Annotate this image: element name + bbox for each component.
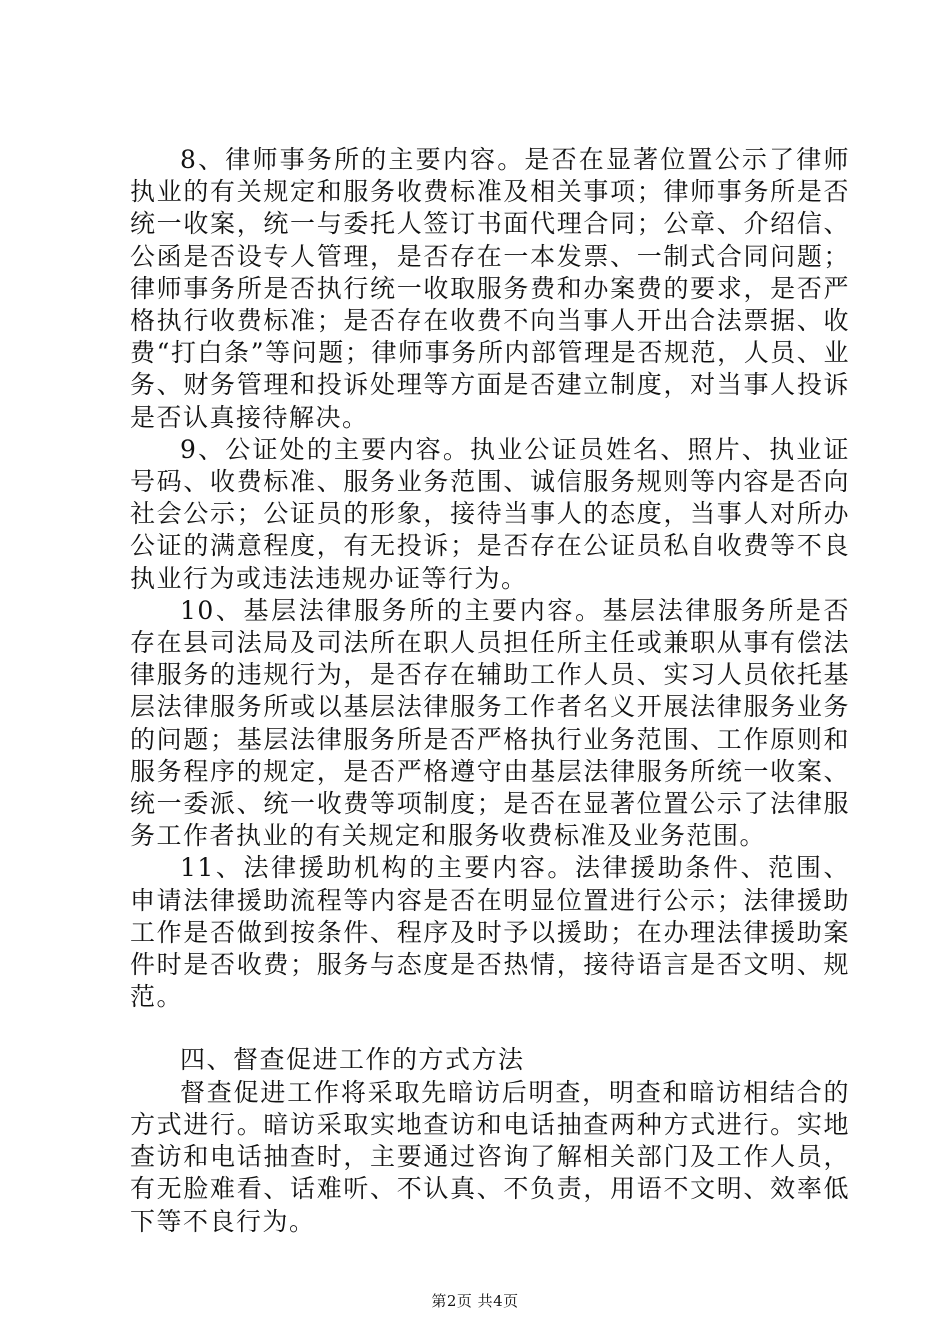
paragraph-notary-office: 9、公证处的主要内容。执业公证员姓名、照片、执业证号码、收费标准、服务业务范围、诚信服务规则等内容是否向社会公示；公证员的形象，接待当事人的态度，当事人对所办公证的满意程度，有无投诉；是否存在公证员私自收费等不良执业行为或违法违规办证等行为。 <box>130 434 850 593</box>
paragraph-grassroots-legal-service: 10、基层法律服务所的主要内容。基层法律服务所是否存在县司法局及司法所在职人员担任所主任或兼职从事有偿法律服务的违规行为，是否存在辅助工作人员、实习人员依托基层法律服务所或以基层法律服务工作者名义开展法律服务业务的问题；基层法律服务所是否严格执行业务范围、工作原则和服务程序的规定，是否严格遵守由基层法律服务所统一收案、统一委派、统一收费等项制度；是否在显著位置公示了法律服务工作者执业的有关规定和服务收费标准及业务范围。 <box>130 595 850 851</box>
paragraph-supervision-methods: 督查促进工作将采取先暗访后明查，明查和暗访相结合的方式进行。暗访采取实地查访和电话抽查两种方式进行。实地查访和电话抽查时，主要通过咨询了解相关部门及工作人员，有无脸难看、话难听、不认真、不负责，用语不文明、效率低下等不良行为。 <box>130 1077 850 1236</box>
section-heading: 四、督查促进工作的方式方法 <box>180 1045 525 1075</box>
paragraph-law-firm: 8、律师事务所的主要内容。是否在显著位置公示了律师执业的有关规定和服务收费标准及相关事项；律师事务所是否统一收案，统一与委托人签订书面代理合同；公章、介绍信、公函是否设专人管理，是否存在一本发票、一制式合同问题；律师事务所是否执行统一收取服务费和办案费的要求，是否严格执行收费标准；是否存在收费不向当事人开出合法票据、收费“打白条”等问题；律师事务所内部管理是否规范，人员、业务、财务管理和投诉处理等方面是否建立制度，对当事人投诉是否认真接待解决。 <box>130 145 850 432</box>
document-body <box>130 144 850 1238</box>
page-number-footer: 第2页 共4页 <box>431 1292 519 1310</box>
paragraph-legal-aid: 11、法律援助机构的主要内容。法律援助条件、范围、申请法律援助流程等内容是否在明显位置进行公示；法律援助工作是否做到按条件、程序及时予以援助；在办理法律援助案件时是否收费；服务与态度是否热情，接待语言是否文明、规范。 <box>130 853 850 1012</box>
